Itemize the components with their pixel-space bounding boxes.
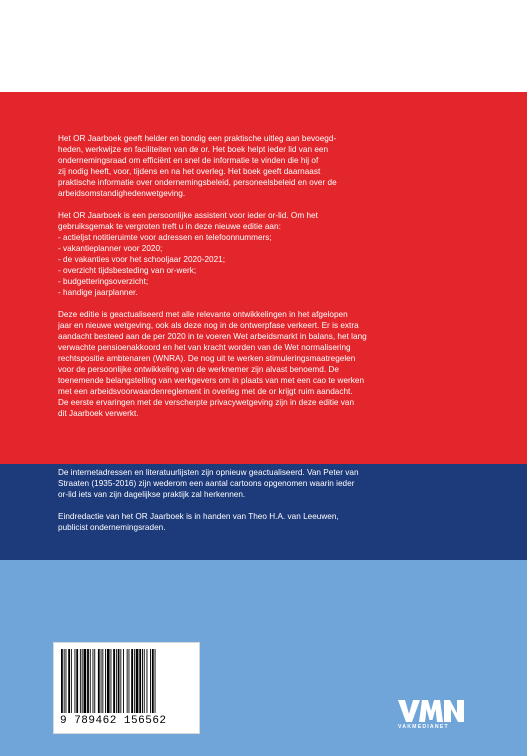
text-line: gebruiksgemak te vergroten treft u in deze nieuwe editie aan:: [58, 222, 281, 231]
text-line: ondernemingsraad om efficiënt en snel de informatie te vinden die hij of: [58, 156, 319, 165]
barcode-digits: 9 789462 156562: [60, 715, 167, 727]
text-line: verwachte pensioenakkoord en het van kracht worden van de Wet normalisering: [58, 343, 351, 352]
barcode-bar: [150, 649, 151, 713]
intro-paragraph: [58, 133, 464, 199]
barcode-bar: [113, 649, 115, 713]
editor-paragraph: [58, 511, 464, 533]
assistant-paragraph: [58, 210, 464, 298]
barcode-bar: [68, 649, 70, 713]
text-line: zij nodig heeft, voor, tijdens en na het overleg. Het boek geeft daarnaast: [58, 167, 321, 176]
barcode-bar: [120, 649, 121, 713]
text-line: Eindredactie van het OR Jaarboek is in handen van Theo H.A. van Leeuwen,: [58, 512, 339, 521]
text-line: - de vakanties voor het schooljaar 2020-2021;: [58, 255, 226, 264]
barcode-bar: [139, 649, 141, 713]
text-line: - vakantieplanner voor 2020;: [58, 244, 163, 253]
text-line: De eerste ervaringen met de verscherpte privacywetgeving zijn in deze editie van: [58, 398, 355, 407]
text-line: Straaten (1935-2016) zijn wederom een aantal cartoons opgenomen waarin ieder: [58, 479, 355, 488]
text-line: - handige jaarplanner.: [58, 288, 138, 297]
internet-paragraph: [58, 467, 464, 500]
barcode-bar: [102, 649, 103, 713]
barcode-bar: [84, 649, 87, 713]
barcode-bar: [90, 649, 91, 713]
barcode-bar: [144, 649, 145, 713]
text-line: toenemende belangstelling van werkgevers om in plaats van met een cao te werken: [58, 376, 365, 385]
barcode-bar: [93, 649, 94, 713]
barcode-bar: [136, 649, 139, 713]
back-cover-text-red: [58, 133, 464, 430]
barcode-bar: [80, 649, 81, 713]
barcode-bar: [94, 649, 95, 713]
barcode-bar: [76, 649, 78, 713]
barcode-bar: [127, 649, 128, 713]
barcode-bar: [71, 649, 72, 713]
barcode-bar: [142, 649, 143, 713]
barcode-bar: [131, 649, 133, 713]
text-line: publicist ondernemingsraden.: [58, 523, 166, 532]
vakmedianet-logo-icon: [398, 700, 464, 722]
text-line: Het OR Jaarboek geeft helder en bondig een praktische uitleg aan bevoegd-: [58, 134, 337, 143]
text-line: dit Jaarboek verwerkt.: [58, 409, 139, 418]
text-line: praktische informatie over ondernemingsbeleid, personeelsbeleid en over de: [58, 178, 337, 187]
text-line: met een arbeidsvoorwaardenreglement in overleg met de or krijgt ruim aandacht.: [58, 387, 353, 396]
barcode-bar: [98, 649, 100, 713]
barcode-bar: [147, 649, 148, 713]
barcode-bar: [82, 649, 83, 713]
top-white-band: [0, 0, 527, 92]
text-line: aandacht besteed aan de per 2020 in te voeren Wet arbeidsmarkt in balans, het lang: [58, 332, 367, 341]
barcode-bar: [101, 649, 102, 713]
barcode-bar: [66, 649, 67, 713]
back-cover-text-navy: [58, 467, 464, 544]
barcode-bar: [107, 649, 110, 713]
text-line: jaar en nieuwe wetgeving, ook als deze nog in de ontwerpfase verkeert. Er is extra: [58, 321, 359, 330]
publisher-wordmark: VAKMEDIANET: [398, 724, 449, 730]
barcode-bars: [60, 649, 194, 713]
barcode-bar: [75, 649, 76, 713]
text-line: Deze editie is geactualiseerd met alle relevante ontwikkelingen in het afgelopen: [58, 310, 348, 319]
edition-paragraph: [58, 309, 464, 419]
text-line: arbeidsomstandighedenwetgeving.: [58, 189, 186, 198]
barcode-bar: [111, 649, 112, 713]
text-line: - actieljst notitieruimte voor adressen en telefoonnummers;: [58, 233, 272, 242]
barcode-bar: [118, 649, 120, 713]
isbn-barcode: [53, 642, 200, 734]
text-line: voor de persoonlijke ontwikkeling van de werknemer zijn alvast benoemd. De: [58, 365, 339, 374]
barcode-bar: [61, 649, 63, 713]
text-line: De internetadressen en literatuurlijsten zijn opnieuw geactualiseerd. Van Peter van: [58, 468, 359, 477]
barcode-bar: [134, 649, 135, 713]
barcode-bar: [129, 649, 130, 713]
text-line: Het OR Jaarboek is een persoonlijke assistent voor ieder or-lid. Om het: [58, 211, 318, 220]
text-line: rechtspositie ambtenaren (WNRA). De nog uit te werken stimuleringsmaatregelen: [58, 354, 356, 363]
barcode-bar: [123, 649, 124, 713]
publisher-logo: [398, 700, 470, 734]
text-line: - budgetteringsoverzicht;: [58, 277, 149, 286]
barcode-bar: [87, 649, 89, 713]
text-line: or-lid iets van zijn dagelijkse praktijk zal herkennen.: [58, 490, 246, 499]
text-line: - overzicht tijdsbesteding van or-werk;: [58, 266, 197, 275]
barcode-bar: [105, 649, 106, 713]
barcode-bar: [64, 649, 65, 713]
barcode-bar: [116, 649, 117, 713]
barcode-bar: [155, 649, 156, 713]
barcode-bar: [152, 649, 154, 713]
text-line: heden, werkwijze en faciliteiten van de or. Het boek helpt ieder lid van een: [58, 145, 329, 154]
